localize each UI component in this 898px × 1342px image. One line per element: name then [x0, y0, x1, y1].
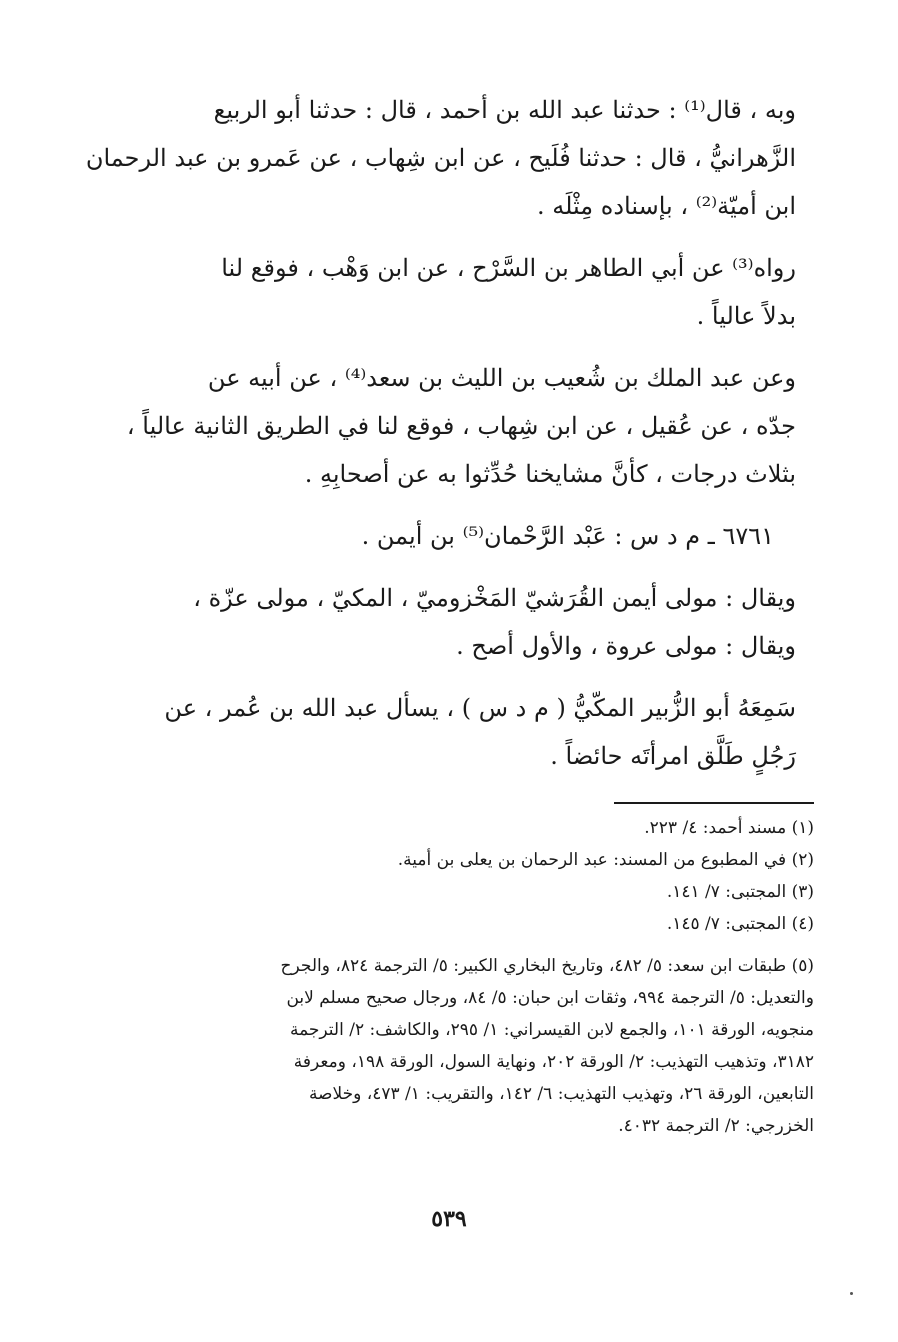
text-line: جدّه ، عن عُقيل ، عن ابن شِهاب ، فوقع لنا في الطريق الثانية عالياً ، [126, 412, 796, 440]
footnote-1: (١) مسند أحمد: ٤/ ٢٢٣. [644, 818, 814, 838]
footnote-5 [84, 950, 814, 1142]
footnote-line: ٣١٨٢، وتذهيب التهذيب: ٢/ الورقة ٢٠٢، ونهاية السول، الورقة ١٩٨، ومعرفة [293, 1052, 814, 1072]
text-line: وبه ، قال⁽¹⁾ : حدثنا عبد الله بن أحمد ، قال : حدثنا أبو الربيع [213, 96, 796, 124]
paragraph-second-route [84, 354, 814, 498]
text-line: سَمِعَهُ أبو الزُّبير المكّيُّ ( م د س ) ، يسأل عبد الله بن عُمر ، عن [164, 694, 796, 722]
text-line: ويقال : مولى أيمن القُرَشيّ المَخْزوميّ ، المكيّ ، مولى عزّة ، [193, 584, 796, 612]
footnote-divider [614, 802, 814, 804]
text-line: الزَّهرانيُّ ، قال : حدثنا فُلَيح ، عن ابن شِهاب ، عن عَمرو بن عبد الرحمان [85, 144, 796, 172]
footnote-line: (٥) طبقات ابن سعد: ٥/ ٤٨٢، وتاريخ البخاري الكبير: ٥/ الترجمة ٨٢٤، والجرح [280, 956, 814, 976]
text-line: رَجُلٍ طَلَّق امرأتَه حائضاً . [550, 742, 796, 770]
text-line: ٦٧٦١ ـ م د س : عَبْد الرَّحْمان⁽⁵⁾ بن أيمن . [361, 522, 774, 550]
footnotes [84, 812, 814, 1142]
text-line: ابن أميّة⁽²⁾ ، بإسناده مِثْلَه . [536, 192, 796, 220]
paragraph-isnad [84, 86, 814, 230]
text-line: بثلاث درجات ، كأنَّ مشايخنا حُدِّثوا به عن أصحابِهِ . [304, 460, 796, 488]
footnote-line: منجويه، الورقة ١٠١، والجمع لابن القيسراني: ١/ ٢٩٥، والكاشف: ٢/ الترجمة [289, 1020, 814, 1040]
text-line: وعن عبد الملك بن شُعيب بن الليث بن سعد⁽⁴⁾ ، عن أبيه عن [207, 364, 796, 392]
footnote-line: والتعديل: ٥/ الترجمة ٩٩٤، وثقات ابن حبان: ٥/ ٨٤، ورجال صحيح مسلم لابن [286, 988, 814, 1008]
footnote-3: (٣) المجتبى: ٧/ ١٤١. [666, 882, 814, 902]
text-line: ويقال : مولى عروة ، والأول أصح . [456, 632, 796, 660]
main-text [84, 86, 814, 794]
footnote-line: التابعين، الورقة ٢٦، وتهذيب التهذيب: ٦/ ١٤٢، والتقريب: ١/ ٤٧٣، وخلاصة [308, 1084, 814, 1104]
footnote-2: (٢) في المطبوع من المسند: عبد الرحمان بن يعلى بن أمية. [397, 850, 814, 870]
paragraph-mawla [84, 574, 814, 670]
paragraph-riwaya [84, 244, 814, 340]
page-number: ٥٣٩ [431, 1206, 467, 1232]
paragraph-samiahu [84, 684, 814, 780]
footnote-4: (٤) المجتبى: ٧/ ١٤٥. [666, 914, 814, 934]
scan-speck [850, 1292, 853, 1295]
footnote-line: الخزرجي: ٢/ الترجمة ٤٠٣٢. [618, 1116, 814, 1136]
entry-heading [84, 512, 814, 560]
text-line: بدلاً عالياً . [696, 302, 796, 330]
text-line: رواه⁽³⁾ عن أبي الطاهر بن السَّرْح ، عن ابن وَهْب ، فوقع لنا [221, 254, 796, 282]
